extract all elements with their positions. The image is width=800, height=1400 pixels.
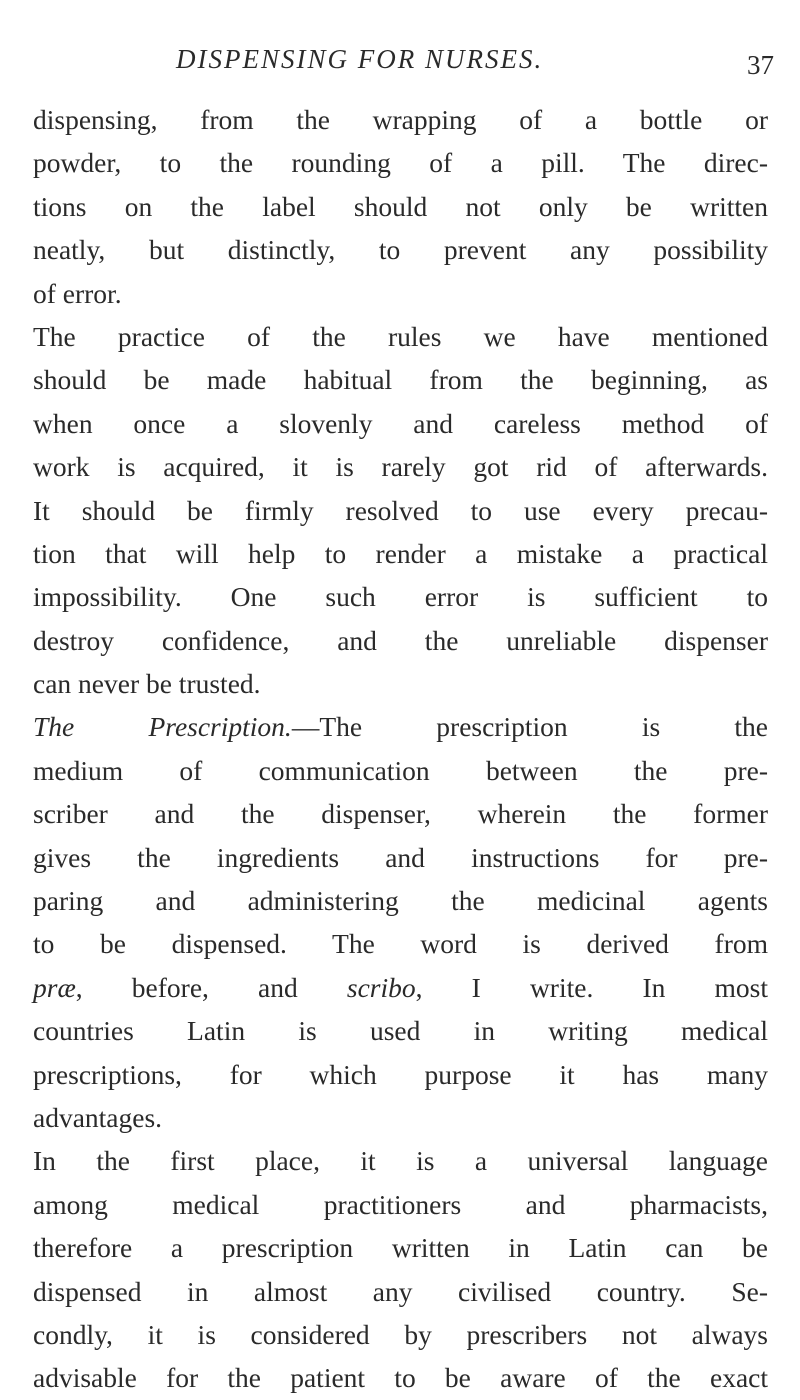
line-text: gives the ingredients and instructions for pre- <box>33 841 768 873</box>
line-text: dispensed in almost any civilised country. Se- <box>33 1275 768 1307</box>
line-text: It should be firmly resolved to use every precau- <box>33 494 768 526</box>
text-line <box>33 1009 768 1052</box>
text-line <box>33 315 768 358</box>
text-line <box>33 141 768 184</box>
text-line <box>33 489 768 532</box>
text-line <box>33 1356 768 1399</box>
line-text: medium of communication between the pre- <box>33 754 768 786</box>
italic-text: præ <box>33 971 76 1003</box>
line-text: tions on the label should not only be written <box>33 190 768 222</box>
line-text: The practice of the rules we have mentioned <box>33 320 768 352</box>
line-text: of error. <box>33 277 122 309</box>
line-text: to be dispensed. The word is derived from <box>33 928 768 960</box>
text-line <box>33 619 768 662</box>
line-text: can never be trusted. <box>33 668 261 700</box>
text-line <box>33 532 768 575</box>
line-text: work is acquired, it is rarely got rid of afterwards. <box>33 451 768 483</box>
text-line <box>33 228 768 271</box>
line-text: scriber and the dispenser, wherein the former <box>33 798 768 830</box>
line-text: impossibility. One such error is sufficient to <box>33 581 768 613</box>
body-text <box>33 98 768 1400</box>
text-line <box>33 1139 768 1182</box>
text-line <box>33 879 768 922</box>
text-line <box>33 966 768 1009</box>
line-text: neatly, but distinctly, to prevent any possibility <box>33 234 768 266</box>
italic-text: The Prescription. <box>33 711 292 743</box>
line-text: therefore a prescription written in Latin can be <box>33 1232 768 1264</box>
text-line <box>33 1313 768 1356</box>
running-header <box>0 44 800 84</box>
line-text: , before, and <box>75 971 347 1003</box>
text-line <box>33 836 768 879</box>
line-text: advisable for the patient to be aware of the exact <box>33 1362 768 1394</box>
running-title: DISPENSING FOR NURSES. <box>176 44 544 74</box>
line-text: powder, to the rounding of a pill. The direc- <box>33 147 768 179</box>
text-line <box>33 705 768 748</box>
line-text: among medical practitioners and pharmacists, <box>33 1188 768 1220</box>
line-text: —The prescription is the <box>291 711 768 743</box>
italic-text: scribo <box>346 971 416 1003</box>
line-text: tion that will help to render a mistake a practical <box>33 537 768 569</box>
line-text: when once a slovenly and careless method of <box>33 407 768 439</box>
text-line <box>33 749 768 792</box>
line-text: , I write. In most <box>415 971 768 1003</box>
text-line <box>33 98 768 141</box>
text-line <box>33 272 768 315</box>
text-line <box>33 922 768 965</box>
line-text: dispensing, from the wrapping of a bottle or <box>33 104 768 135</box>
text-line <box>33 1270 768 1313</box>
page-number: 37 <box>747 50 774 80</box>
text-line <box>33 575 768 618</box>
text-line <box>33 445 768 488</box>
line-text: destroy confidence, and the unreliable dispenser <box>33 624 768 656</box>
text-line <box>33 185 768 228</box>
line-text: condly, it is considered by prescribers not always <box>33 1318 768 1350</box>
line-text: In the first place, it is a universal language <box>33 1145 768 1177</box>
text-line <box>33 1053 768 1096</box>
text-line <box>33 1183 768 1226</box>
line-text: should be made habitual from the beginning, as <box>33 364 768 396</box>
text-line <box>33 662 768 705</box>
text-line <box>33 402 768 445</box>
text-line <box>33 1226 768 1269</box>
line-text: countries Latin is used in writing medical <box>33 1015 768 1047</box>
text-line <box>33 792 768 835</box>
line-text: advantages. <box>33 1101 163 1133</box>
text-line <box>33 1096 768 1139</box>
line-text: prescriptions, for which purpose it has many <box>33 1058 768 1090</box>
line-text: paring and administering the medicinal agents <box>33 885 768 917</box>
text-line <box>33 358 768 401</box>
